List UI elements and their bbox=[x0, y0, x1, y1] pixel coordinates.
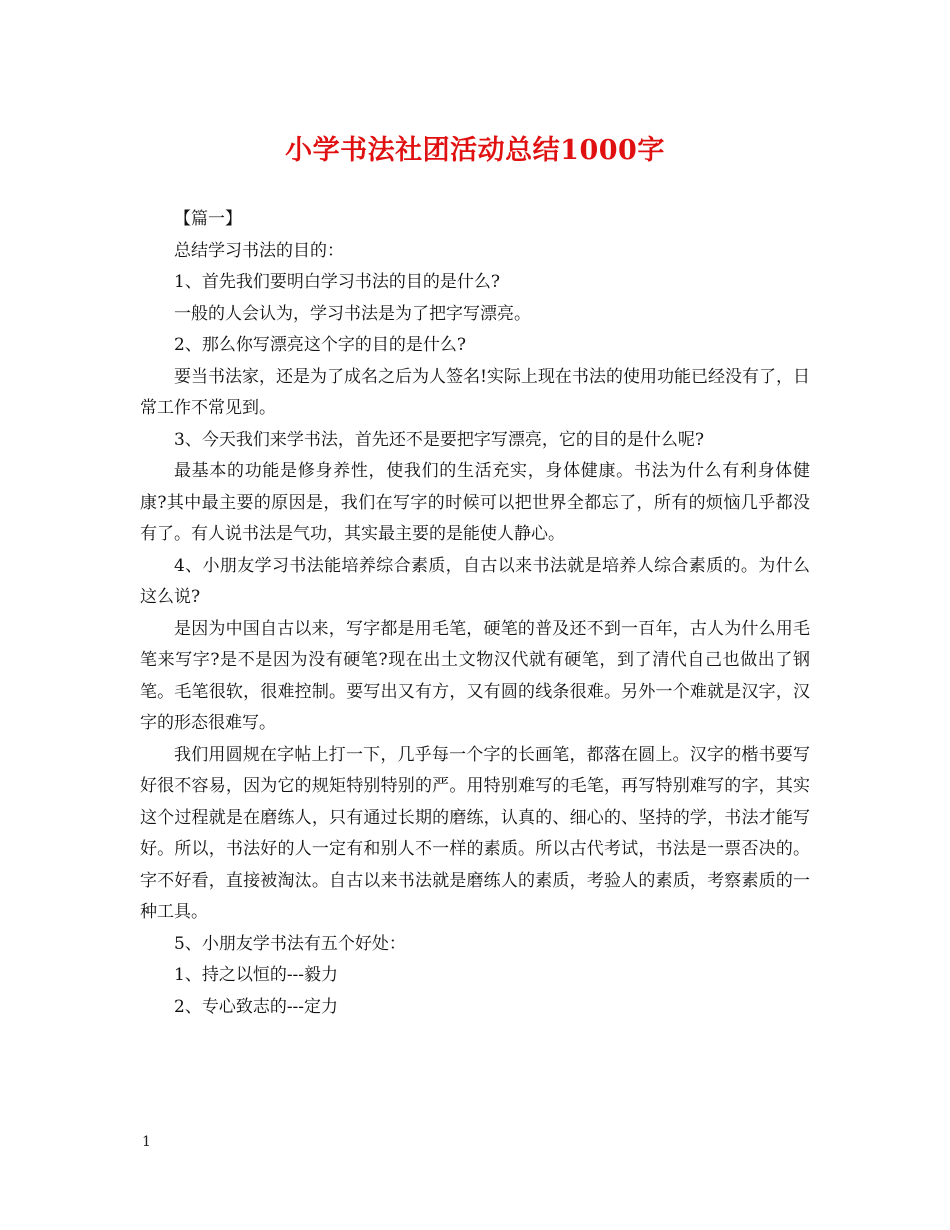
paragraph: 4、小朋友学习书法能培养综合素质，自古以来书法就是培养人综合素质的。为什么这么说? bbox=[140, 555, 810, 607]
paragraph: 要当书法家，还是为了成名之后为人签名!实际上现在书法的使用功能已经没有了，日常工作不常见到。 bbox=[140, 366, 810, 418]
paragraph: 一般的人会认为，学习书法是为了把字写漂亮。 bbox=[174, 303, 531, 324]
paragraph: 最基本的功能是修身养性，使我们的生活充实，身体健康。书法为什么有利身体健康?其中最主要的原因是，我们在写字的时候可以把世界全都忘了，所有的烦恼几乎都没有了。有人说书法是气功，其实最主要的是能使人静心。 bbox=[140, 461, 810, 544]
document-body bbox=[140, 204, 810, 1023]
paragraph: 我们用圆规在字帖上打一下，几乎每一个字的长画笔，都落在圆上。汉字的楷书要写好很不容易，因为它的规矩特别特别的严。用特别难写的毛笔，再写特别难写的字，其实这个过程就是在磨练人，只有通过长期的磨练，认真的、细心的、坚持的学，书法才能写好。所以，书法好的人一定有和别人不一样的素质。所以古代考试，书法是一票否决的。字不好看，直接被淘汰。自古以来书法就是磨练人的素质，考验人的素质，考察素质的一种工具。 bbox=[140, 744, 810, 922]
paragraph: 是因为中国自古以来，写字都是用毛笔，硬笔的普及还不到一百年，古人为什么用毛笔来写字?是不是因为没有硬笔?现在出土文物汉代就有硬笔，到了清代自己也做出了钢笔。毛笔很软，很难控制。要写出又有方，又有圆的线条很难。另外一个难就是汉字，汉字的形态很难写。 bbox=[140, 618, 810, 733]
section-heading: 【篇一】 bbox=[174, 209, 242, 229]
paragraph: 1、首先我们要明白学习书法的目的是什么? bbox=[174, 272, 500, 292]
paragraph: 5、小朋友学书法有五个好处： bbox=[174, 933, 406, 954]
paragraph: 总结学习书法的目的： bbox=[174, 240, 344, 261]
list-item: 1、持之以恒的---毅力 bbox=[174, 965, 339, 985]
paragraph: 2、那么你写漂亮这个字的目的是什么? bbox=[174, 335, 466, 355]
list-item: 2、专心致志的---定力 bbox=[174, 996, 339, 1017]
document-title: 小学书法社团活动总结1000字 bbox=[285, 135, 665, 166]
paragraph: 3、今天我们来学书法，首先还不是要把字写漂亮，它的目的是什么呢? bbox=[174, 429, 704, 450]
page-number: 1 bbox=[142, 1134, 151, 1150]
